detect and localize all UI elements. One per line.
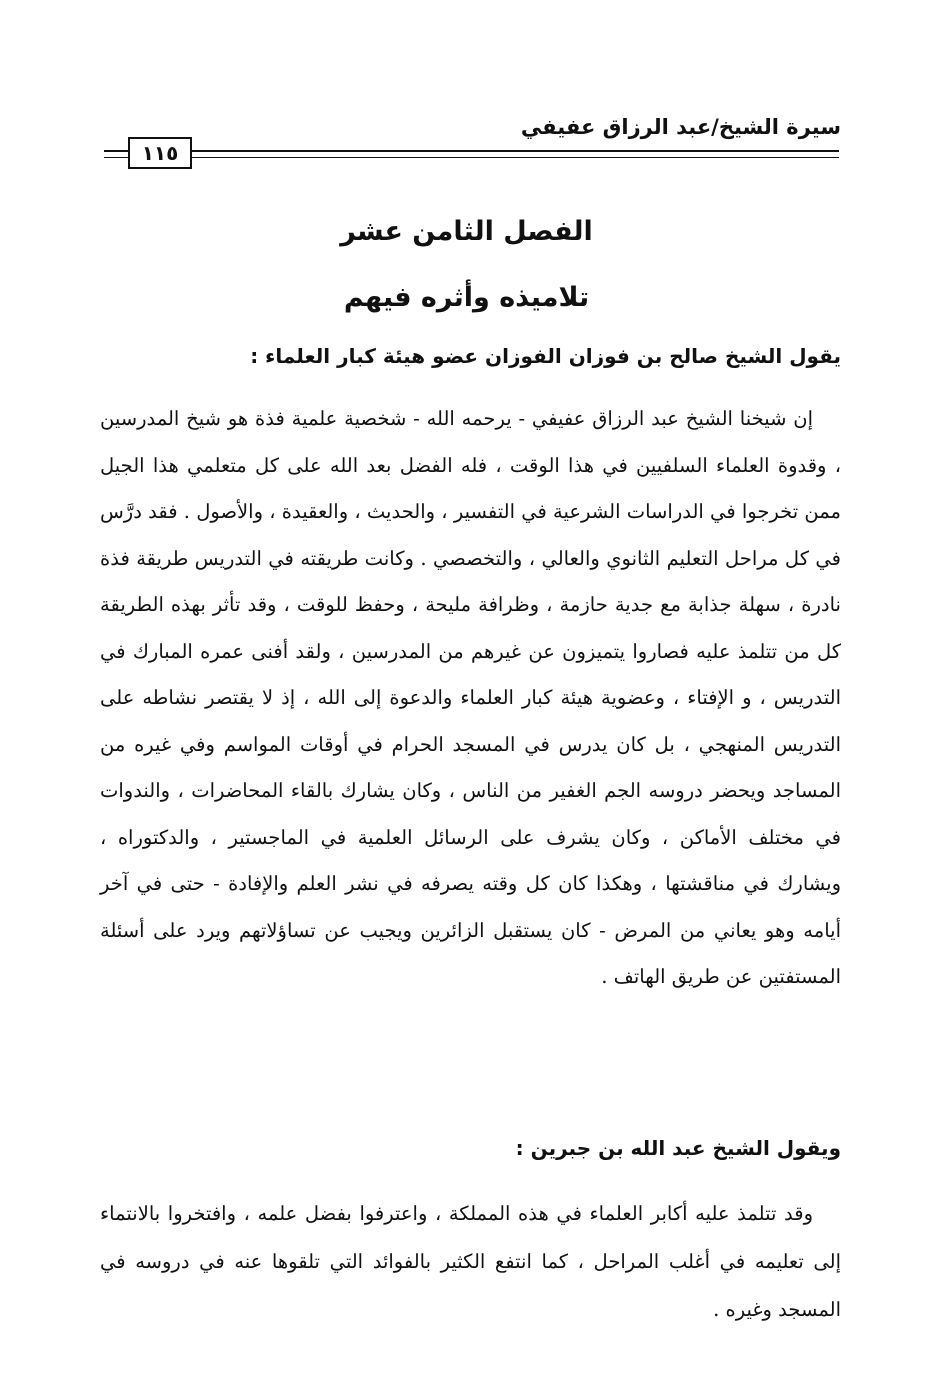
running-title: سيرة الشيخ/عبد الرزاق عفيفي [520,115,841,139]
header-rule [104,150,839,158]
chapter-heading: الفصل الثامن عشر [340,216,593,247]
chapter-subtitle: تلاميذه وأثره فيهم [343,282,590,313]
quote-intro-fawzan: يقول الشيخ صالح بن فوزان الفوزان عضو هيئة كبار العلماء : [250,344,841,368]
paragraph-jibreen: وقد تتلمذ عليه أكابر العلماء في هذه المملكة ، واعترفوا بفضل علمه ، وافتخروا بالانتماء إلى تعليمه في أغلب المراحل ، كما انتفع الكثير بالفوائد التي تلقوها عنه في دروسه في المسجد وغيره . [100,1202,841,1321]
paragraph-fawzan: إن شيخنا الشيخ عبد الرزاق عفيفي - يرحمه الله - شخصية علمية فذة هو شيخ المدرسين ، وقدوة العلماء السلفيين في هذا الوقت ، فله الفضل بعد الله على كل متعلمي هذا الجيل ممن تخرجوا في الدراسات الشرعية في التفسير ، والحديث ، والعقيدة ، والأصول . فقد درَّس في كل مراحل التعليم الثانوي والعالي ، والتخصصي . وكانت طريقته في التدريس طريقة فذة نادرة ، سهلة جذابة مع جدية حازمة ، وظرافة مليحة ، وحفظ للوقت ، وقد تأثر بهذه الطريقة كل من تتلمذ عليه فصاروا يتميزون عن غيرهم من المدرسين ، ولقد أفنى عمره المبارك في التدريس ، و الإفتاء ، وعضوية هيئة كبار العلماء والدعوة إلى الله ، إذ لا يقتصر نشاطه على التدريس المنهجي ، بل كان يدرس في المسجد الحرام في أوقات المواسم وفي غيره من المساجد ويحضر دروسه الجم الغفير من الناس ، وكان يشارك بالقاء المحاضرات ، والندوات في مختلف الأماكن ، وكان يشرف على الرسائل العلمية في الماجستير ، والدكتوراه ، ويشارك في مناقشتها ، وهكذا كان كل وقته يصرفه في نشر العلم والإفادة - حتى في آخر أيامه وهو يعاني من المرض - كان يستقبل الزائرين ويجيب عن تساؤلاتهم ويرد على أسئلة المستفتين عن طريق الهاتف . [100,407,841,988]
quote-intro-jibreen: ويقول الشيخ عبد الله بن جبرين : [515,1136,841,1160]
page-number: ١١٥ [128,137,192,169]
